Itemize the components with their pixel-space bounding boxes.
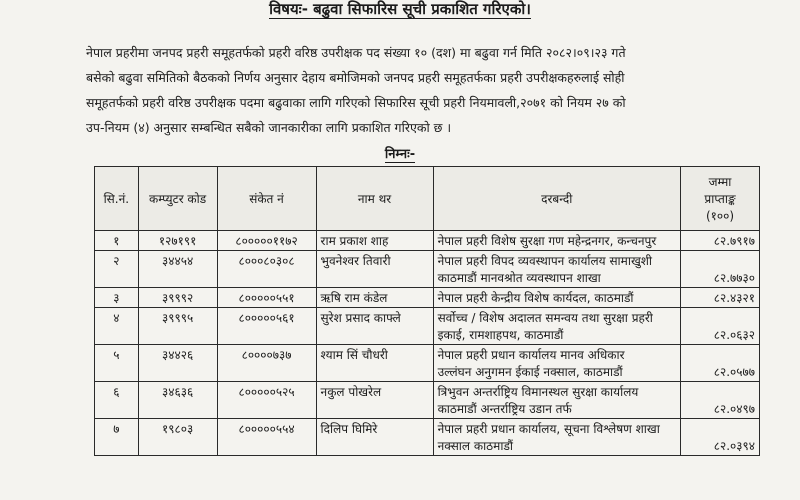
cell-code: ३९९९५ — [138, 308, 217, 345]
cell-sn: २ — [95, 251, 139, 288]
cell-symbol: ८०००००५२५ — [217, 382, 316, 419]
header-name: नाम थर — [316, 167, 433, 231]
cell-name: दिलिप घिमिरे — [316, 419, 433, 456]
cell-posting: नेपाल प्रहरी केन्द्रीय विशेष कार्यदल, काठमाडौं — [433, 288, 680, 308]
cell-name: भुवनेश्वर तिवारी — [316, 251, 433, 288]
paragraph-line: बसेको बढुवा समितिको बैठकको निर्णय अनुसार देहाय बमोजिमको जनपद प्रहरी समूहतर्फका प्रहरी उपरीक्षकहरुलाई सोही — [86, 70, 625, 85]
cell-posting: नेपाल प्रहरी विपद व्यवस्थापन कार्यालय सामाखुशी काठमाडौं मानवश्रोत व्यवस्थापन शाखा — [433, 251, 680, 288]
cell-sn: १ — [95, 231, 139, 251]
list-subheading: निम्नः- — [384, 147, 416, 162]
paragraph-line: उप-नियम (४) अनुसार सम्बन्धित सबैको जानकारीका लागि प्रकाशित गरिएको छ । — [86, 120, 452, 135]
cell-symbol: ८०००००५५४ — [217, 419, 316, 456]
notice-paragraph — [86, 40, 776, 140]
title-text: बढुवा सिफारिस सूची प्रकाशित गरिएको। — [313, 0, 531, 18]
cell-sn: ५ — [95, 345, 139, 382]
cell-score: ८२.०६३२ — [680, 308, 759, 345]
cell-code: ३४४५४ — [138, 251, 217, 288]
cell-posting: नेपाल प्रहरी विशेष सुरक्षा गण महेन्द्रनगर, कन्चनपुर — [433, 231, 680, 251]
header-computer-code: कम्प्युटर कोड — [138, 167, 217, 231]
paragraph-line: नेपाल प्रहरीमा जनपद प्रहरी समूहतर्फको प्रहरी वरिष्ठ उपरीक्षक पद संख्या १० (दश) मा बढुवा गर्न मिति २०८२।०९।२३ गते — [86, 45, 626, 60]
cell-sn: ६ — [95, 382, 139, 419]
document-title — [0, 0, 800, 18]
cell-sn: ७ — [95, 419, 139, 456]
cell-score: ८२.०३९४ — [680, 419, 759, 456]
cell-name: ऋषि राम कंडेल — [316, 288, 433, 308]
cell-code: १९८०३ — [138, 419, 217, 456]
cell-symbol: ८०००००५६१ — [217, 308, 316, 345]
cell-score: ८२.७७३० — [680, 251, 759, 288]
cell-symbol: ८०००००५५१ — [217, 288, 316, 308]
table-row — [95, 308, 760, 345]
header-posting: दरबन्दी — [433, 167, 680, 231]
cell-symbol: ८००००७३७ — [217, 345, 316, 382]
cell-score: ८२.४३२१ — [680, 288, 759, 308]
cell-name: नकुल पोखरेल — [316, 382, 433, 419]
cell-name: सुरेश प्रसाद काफ्ले — [316, 308, 433, 345]
recommendation-table — [94, 166, 760, 456]
cell-sn: ३ — [95, 288, 139, 308]
table-row — [95, 288, 760, 308]
cell-score: ८२.०५७७ — [680, 345, 759, 382]
cell-code: ३४६३६ — [138, 382, 217, 419]
table-row — [95, 231, 760, 251]
header-total-points: जम्मा प्राप्ताङ्क (१००) — [680, 167, 759, 231]
header-sn: सि.नं. — [95, 167, 139, 231]
table-row — [95, 345, 760, 382]
cell-symbol: ८०००८०३०८ — [217, 251, 316, 288]
cell-code: १२७१९१ — [138, 231, 217, 251]
cell-posting: नेपाल प्रहरी प्रधान कार्यालय, सूचना विश्लेषण शाखा नक्साल काठमाडौं — [433, 419, 680, 456]
title-prefix: विषयः- — [269, 0, 308, 18]
header-symbol-no: संकेत नं — [217, 167, 316, 231]
table-row — [95, 382, 760, 419]
table-row — [95, 419, 760, 456]
paragraph-line: समूहतर्फको प्रहरी वरिष्ठ उपरीक्षक पदमा बढुवाका लागि गरिएको सिफारिस सूची प्रहरी नियमावली,२०७१ को नियम २७ को — [86, 95, 626, 110]
cell-sn: ४ — [95, 308, 139, 345]
cell-code: ३९९९२ — [138, 288, 217, 308]
cell-posting: त्रिभुवन अन्तर्राष्ट्रिय विमानस्थल सुरक्षा कार्यालय काठमाडौं अन्तर्राष्ट्रिय उडान तर्फ — [433, 382, 680, 419]
cell-code: ३४४२६ — [138, 345, 217, 382]
cell-posting: नेपाल प्रहरी प्रधान कार्यालय मानव अधिकार उल्लंघन अनुगमन ईकाई नक्साल, काठमाडौं — [433, 345, 680, 382]
table-row — [95, 251, 760, 288]
table-header-row — [95, 167, 760, 231]
cell-score: ८२.०४९७ — [680, 382, 759, 419]
cell-name: श्याम सिं चौधरी — [316, 345, 433, 382]
cell-name: राम प्रकाश शाह — [316, 231, 433, 251]
cell-posting: सर्वोच्च / विशेष अदालत समन्वय तथा सुरक्षा प्रहरी इकाई, रामशाहपथ, काठमाडौं — [433, 308, 680, 345]
cell-symbol: ८०००००११७२ — [217, 231, 316, 251]
cell-score: ८२.७९१७ — [680, 231, 759, 251]
